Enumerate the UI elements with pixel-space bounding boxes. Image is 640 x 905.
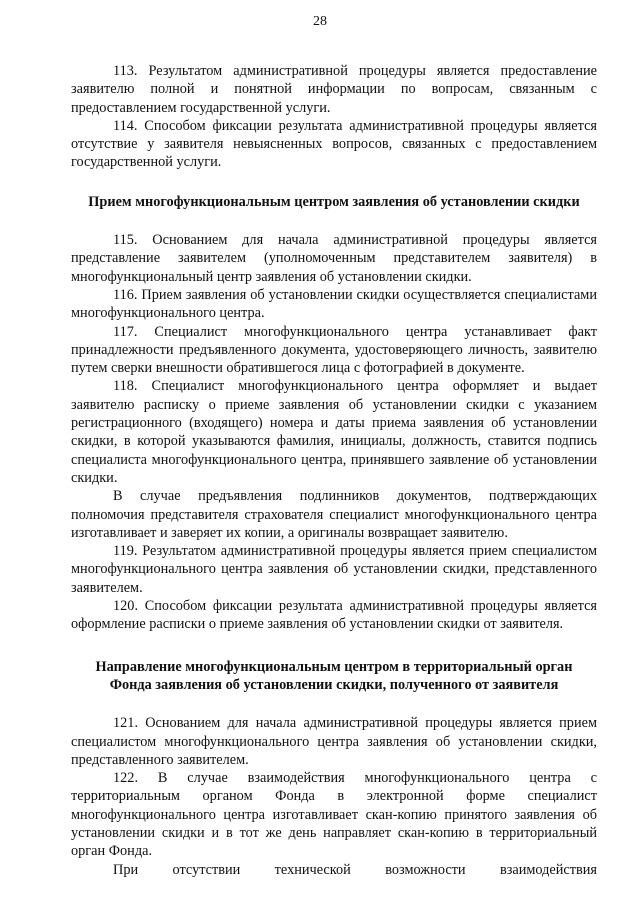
paragraph-122: 122. В случае взаимодействия многофункционального центра с территориальным органом Фонда в электронной форме специалист многофункционального центра изготавливает скан-копию принятого заявления об установлении скидки и в тот же день направляет скан-копию в территориальный орган Фонда. [71,770,597,860]
paragraph-115: 115. Основанием для начала административной процедуры является представление заявителем (уполномоченным представителем заявителя) в многофункциональный центр заявления об установлении скидки. [71,232,597,285]
paragraph-119: 119. Результатом административной процедуры является прием специалистом многофункционального центра заявления об установлении скидки, представленного заявителем. [71,543,597,596]
section-heading-line-2: Фонда заявления об установлении скидки, полученного от заявителя [109,676,559,693]
paragraph-116: 116. Прием заявления об установлении скидки осуществляется специалистами многофункционального центра. [71,286,597,322]
paragraph-113: 113. Результатом административной процедуры является предоставление заявителю полной и понятной информации по вопросам, связанным с предоставлением государственной услуги. [71,63,597,116]
section-heading-reception: Прием многофункциональным центром заявления об установлении скидки [88,193,580,210]
paragraph-122-continuation: При отсутствии технической возможности взаимодействия [113,861,597,878]
paragraph-120: 120. Способом фиксации результата административной процедуры является оформление расписки о приеме заявления об установлении скидки от заявителя. [71,598,597,633]
paragraph-118: 118. Специалист многофункционального центра оформляет и выдает заявителю расписку о приеме заявления об установлении скидки с указанием регистрационного (входящего) номера и даты приема заявления об установлении скидки, в которой указываются фамилия, инициалы, должность, ставится подпись специалиста многофункционального центра, принявшего заявление об установлении скидки. [71,378,597,486]
section-reception [71,231,597,634]
paragraph-121: 121. Основанием для начала административной процедуры является прием специалистом многофункционального центра заявления об установлении скидки, представленного заявителем. [71,715,597,768]
section-forwarding [71,714,597,879]
section-heading-forwarding [71,658,597,695]
page-number: 28 [313,14,327,29]
document-body [71,62,597,879]
paragraph-117: 117. Специалист многофункционального центра устанавливает факт принадлежности предъявленного документа, удостоверяющего личность, заявителю путем сверки внешности обратившегося лица с фотографией в документе. [71,323,597,377]
paragraph-118-note: В случае предъявления подлинников документов, подтверждающих полномочия представителя страхователя специалист многофункционального центра изготавливает и заверяет их копии, а оригиналы возвращает заявителю. [71,488,597,541]
section-heading-line-1: Направление многофункциональным центром в территориальный орган [95,658,573,675]
paragraph-114: 114. Способом фиксации результата административной процедуры является отсутствие у заявителя невыясненных вопросов, связанных с предоставлением государственной услуги. [71,117,597,171]
